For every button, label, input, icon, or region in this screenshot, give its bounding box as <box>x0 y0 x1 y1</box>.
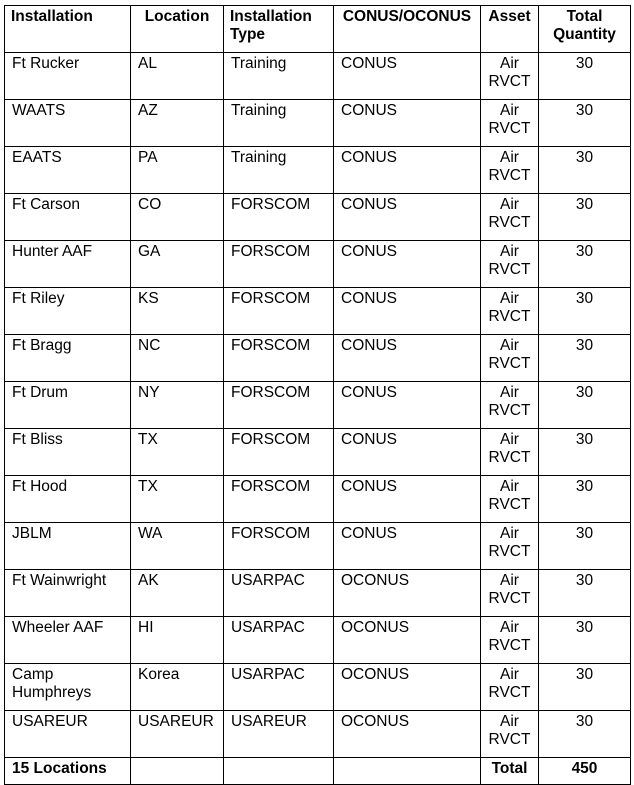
asset-cell: Air RVCT <box>481 617 539 664</box>
conus-oconus-cell: CONUS <box>334 241 481 288</box>
empty-cell <box>131 758 224 785</box>
table-footer <box>5 758 631 785</box>
asset-cell: Air RVCT <box>481 194 539 241</box>
table-row <box>5 194 631 241</box>
conus-oconus-cell: CONUS <box>334 194 481 241</box>
installation-type-cell: FORSCOM <box>224 523 334 570</box>
header-asset: Asset <box>481 6 539 53</box>
asset-cell: Air RVCT <box>481 382 539 429</box>
total-quantity-cell: 30 <box>539 523 631 570</box>
asset-cell: Air RVCT <box>481 147 539 194</box>
total-row <box>5 758 631 785</box>
installation-cell: Hunter AAF <box>5 241 131 288</box>
total-quantity-cell: 30 <box>539 194 631 241</box>
header-total-quantity: Total Quantity <box>539 6 631 53</box>
total-locations-cell: 15 Locations <box>5 758 131 785</box>
asset-cell: Air RVCT <box>481 476 539 523</box>
location-cell: TX <box>131 476 224 523</box>
total-value-cell: 450 <box>539 758 631 785</box>
conus-oconus-cell: CONUS <box>334 288 481 335</box>
table-row <box>5 288 631 335</box>
location-cell: USAREUR <box>131 711 224 758</box>
table-row <box>5 617 631 664</box>
installation-cell: Ft Rucker <box>5 53 131 100</box>
installation-cell: Ft Bragg <box>5 335 131 382</box>
total-quantity-cell: 30 <box>539 288 631 335</box>
installation-type-cell: FORSCOM <box>224 194 334 241</box>
installation-cell: Ft Riley <box>5 288 131 335</box>
location-cell: PA <box>131 147 224 194</box>
asset-cell: Air RVCT <box>481 711 539 758</box>
conus-oconus-cell: OCONUS <box>334 570 481 617</box>
installation-cell: Camp Humphreys <box>5 664 131 711</box>
table-body <box>5 53 631 758</box>
installation-type-cell: USARPAC <box>224 617 334 664</box>
total-quantity-cell: 30 <box>539 241 631 288</box>
installation-table <box>4 5 631 785</box>
header-installation-type: Installation Type <box>224 6 334 53</box>
installation-type-cell: USARPAC <box>224 570 334 617</box>
installation-type-cell: USARPAC <box>224 664 334 711</box>
asset-cell: Air RVCT <box>481 288 539 335</box>
table-row <box>5 335 631 382</box>
installation-type-cell: USAREUR <box>224 711 334 758</box>
empty-cell <box>224 758 334 785</box>
asset-cell: Air RVCT <box>481 100 539 147</box>
asset-cell: Air RVCT <box>481 335 539 382</box>
installation-cell: Ft Wainwright <box>5 570 131 617</box>
total-quantity-cell: 30 <box>539 664 631 711</box>
installation-cell: Ft Bliss <box>5 429 131 476</box>
conus-oconus-cell: CONUS <box>334 53 481 100</box>
total-label-cell: Total <box>481 758 539 785</box>
table-row <box>5 711 631 758</box>
location-cell: AK <box>131 570 224 617</box>
conus-oconus-cell: OCONUS <box>334 711 481 758</box>
asset-cell: Air RVCT <box>481 523 539 570</box>
location-cell: Korea <box>131 664 224 711</box>
conus-oconus-cell: OCONUS <box>334 617 481 664</box>
location-cell: NY <box>131 382 224 429</box>
installation-type-cell: FORSCOM <box>224 241 334 288</box>
installation-cell: USAREUR <box>5 711 131 758</box>
total-quantity-cell: 30 <box>539 429 631 476</box>
table-row <box>5 429 631 476</box>
total-quantity-cell: 30 <box>539 53 631 100</box>
table-row <box>5 100 631 147</box>
total-quantity-cell: 30 <box>539 570 631 617</box>
location-cell: AL <box>131 53 224 100</box>
asset-cell: Air RVCT <box>481 570 539 617</box>
conus-oconus-cell: OCONUS <box>334 664 481 711</box>
location-cell: NC <box>131 335 224 382</box>
installation-type-cell: FORSCOM <box>224 335 334 382</box>
location-cell: KS <box>131 288 224 335</box>
asset-cell: Air RVCT <box>481 429 539 476</box>
installation-type-cell: FORSCOM <box>224 288 334 335</box>
asset-cell: Air RVCT <box>481 664 539 711</box>
conus-oconus-cell: CONUS <box>334 476 481 523</box>
header-installation: Installation <box>5 6 131 53</box>
conus-oconus-cell: CONUS <box>334 429 481 476</box>
installation-type-cell: FORSCOM <box>224 429 334 476</box>
total-quantity-cell: 30 <box>539 476 631 523</box>
asset-cell: Air RVCT <box>481 53 539 100</box>
table-row <box>5 570 631 617</box>
table-row <box>5 147 631 194</box>
installation-cell: WAATS <box>5 100 131 147</box>
table-row <box>5 664 631 711</box>
location-cell: WA <box>131 523 224 570</box>
installation-cell: JBLM <box>5 523 131 570</box>
installation-cell: Ft Drum <box>5 382 131 429</box>
table-row <box>5 476 631 523</box>
installation-cell: EAATS <box>5 147 131 194</box>
empty-cell <box>334 758 481 785</box>
installation-type-cell: Training <box>224 100 334 147</box>
installation-cell: Ft Carson <box>5 194 131 241</box>
conus-oconus-cell: CONUS <box>334 523 481 570</box>
header-conus-oconus: CONUS/OCONUS <box>334 6 481 53</box>
table-row <box>5 241 631 288</box>
header-row <box>5 6 631 53</box>
installation-type-cell: FORSCOM <box>224 476 334 523</box>
installation-cell: Wheeler AAF <box>5 617 131 664</box>
conus-oconus-cell: CONUS <box>334 382 481 429</box>
total-quantity-cell: 30 <box>539 335 631 382</box>
table-row <box>5 53 631 100</box>
table-row <box>5 523 631 570</box>
conus-oconus-cell: CONUS <box>334 147 481 194</box>
conus-oconus-cell: CONUS <box>334 335 481 382</box>
location-cell: CO <box>131 194 224 241</box>
location-cell: AZ <box>131 100 224 147</box>
total-quantity-cell: 30 <box>539 711 631 758</box>
installation-cell: Ft Hood <box>5 476 131 523</box>
total-quantity-cell: 30 <box>539 147 631 194</box>
location-cell: TX <box>131 429 224 476</box>
location-cell: GA <box>131 241 224 288</box>
total-quantity-cell: 30 <box>539 100 631 147</box>
header-location: Location <box>131 6 224 53</box>
location-cell: HI <box>131 617 224 664</box>
table-row <box>5 382 631 429</box>
table-header <box>5 6 631 53</box>
conus-oconus-cell: CONUS <box>334 100 481 147</box>
installation-type-cell: FORSCOM <box>224 382 334 429</box>
installation-type-cell: Training <box>224 147 334 194</box>
installation-type-cell: Training <box>224 53 334 100</box>
asset-cell: Air RVCT <box>481 241 539 288</box>
total-quantity-cell: 30 <box>539 382 631 429</box>
total-quantity-cell: 30 <box>539 617 631 664</box>
